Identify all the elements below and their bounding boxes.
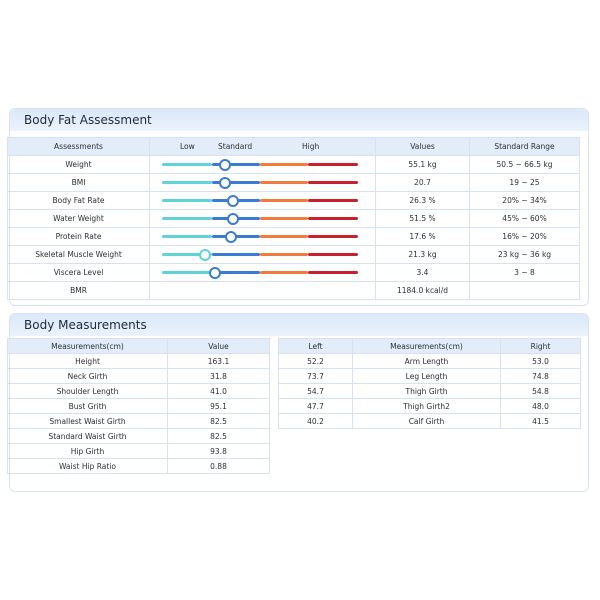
assessment-range	[470, 282, 580, 300]
assessment-range: 23 kg ~ 36 kg	[470, 246, 580, 264]
assessment-scale	[150, 210, 376, 228]
measurement-name: Waist Hip Ratio	[8, 459, 168, 474]
measurement-value: 93.8	[168, 444, 270, 459]
low-segment	[162, 271, 212, 274]
left-header: Left	[279, 339, 353, 354]
high-segment	[260, 181, 308, 184]
right-value: 41.5	[501, 414, 581, 429]
measurement-value: 95.1	[168, 399, 270, 414]
assessment-row	[8, 264, 580, 282]
assessment-range: 50.5 ~ 66.5 kg	[470, 156, 580, 174]
level-indicator	[219, 177, 231, 189]
measurement-row	[8, 429, 270, 444]
left-value: 73.7	[279, 369, 353, 384]
very-high-segment	[308, 235, 358, 238]
measurement-value: 0.88	[168, 459, 270, 474]
assessment-row	[8, 174, 580, 192]
assessment-name: Protein Rate	[8, 228, 150, 246]
high-label: High	[302, 142, 320, 151]
level-bar	[150, 156, 375, 173]
level-bar	[150, 264, 375, 281]
measurements-value-header: Value	[168, 339, 270, 354]
right-value: 53.0	[501, 354, 581, 369]
assessment-value: 51.5 %	[376, 210, 470, 228]
assessment-row	[8, 192, 580, 210]
assessment-name: Body Fat Rate	[8, 192, 150, 210]
level-indicator	[225, 231, 237, 243]
assessment-row	[8, 246, 580, 264]
very-high-segment	[308, 271, 358, 274]
left-value: 52.2	[279, 354, 353, 369]
measurement-value: 82.5	[168, 414, 270, 429]
measurement-value: 82.5	[168, 429, 270, 444]
measurement-value: 163.1	[168, 354, 270, 369]
left-value: 40.2	[279, 414, 353, 429]
measurement-row	[8, 414, 270, 429]
body-measurements-title: Body Measurements	[10, 314, 588, 336]
high-segment	[260, 199, 308, 202]
assessment-name: Viscera Level	[8, 264, 150, 282]
measurements-name-header: Measurements(cm)	[8, 339, 168, 354]
measurement-name: Bust Grith	[8, 399, 168, 414]
assessment-name: Skeletal Muscle Weight	[8, 246, 150, 264]
level-bar	[150, 246, 375, 263]
left-value: 54.7	[279, 384, 353, 399]
standard-segment	[212, 253, 260, 256]
body-fat-title: Body Fat Assessment	[10, 109, 588, 131]
assessment-row	[8, 210, 580, 228]
assessments-header: Assessments	[8, 138, 150, 156]
assessment-scale	[150, 264, 376, 282]
very-high-segment	[308, 163, 358, 166]
assessment-value: 1184.0 kcal/d	[376, 282, 470, 300]
assessment-value: 3.4	[376, 264, 470, 282]
assessment-range: 3 ~ 8	[470, 264, 580, 282]
limb-measurement-row	[279, 384, 581, 399]
low-segment	[162, 163, 212, 166]
assessment-value: 26.3 %	[376, 192, 470, 210]
values-header: Values	[376, 138, 470, 156]
measurement-name: Neck Girth	[8, 369, 168, 384]
measurements-right-header-row	[279, 339, 581, 354]
limb-measurements-header: Measurements(cm)	[353, 339, 501, 354]
measurement-row	[8, 369, 270, 384]
measurements-left-header-row	[8, 339, 270, 354]
assessment-name: Water Weight	[8, 210, 150, 228]
very-high-segment	[308, 217, 358, 220]
low-segment	[162, 235, 212, 238]
very-high-segment	[308, 199, 358, 202]
assessment-value: 55.1 kg	[376, 156, 470, 174]
measurement-name: Height	[8, 354, 168, 369]
assessment-name: Weight	[8, 156, 150, 174]
level-indicator	[219, 159, 231, 171]
measurement-row	[8, 399, 270, 414]
measurement-row	[8, 354, 270, 369]
standard-label: Standard	[218, 142, 253, 151]
high-segment	[260, 253, 308, 256]
level-indicator	[199, 249, 211, 261]
measurements-right-table	[278, 338, 581, 429]
level-indicator	[209, 267, 221, 279]
scale-header	[150, 138, 376, 156]
right-header: Right	[501, 339, 581, 354]
assessment-name: BMR	[8, 282, 150, 300]
body-fat-table	[7, 137, 580, 300]
measurement-name: Hip Girth	[8, 444, 168, 459]
measurement-name: Standard Waist Girth	[8, 429, 168, 444]
measurement-row	[8, 384, 270, 399]
high-segment	[260, 235, 308, 238]
assessment-scale	[150, 228, 376, 246]
assessment-value: 17.6 %	[376, 228, 470, 246]
limb-measurement-name: Thigh Girth	[353, 384, 501, 399]
assessment-scale	[150, 192, 376, 210]
assessment-range: 19 ~ 25	[470, 174, 580, 192]
level-bar	[150, 210, 375, 227]
limb-measurement-row	[279, 354, 581, 369]
level-bar	[150, 174, 375, 191]
right-value: 74.8	[501, 369, 581, 384]
left-value: 47.7	[279, 399, 353, 414]
level-indicator	[227, 213, 239, 225]
low-segment	[162, 181, 212, 184]
low-label: Low	[180, 142, 195, 151]
assessment-scale	[150, 156, 376, 174]
assessment-scale	[150, 246, 376, 264]
high-segment	[260, 271, 308, 274]
assessment-row	[8, 228, 580, 246]
assessment-scale	[150, 174, 376, 192]
range-header: Standard Range	[470, 138, 580, 156]
measurement-row	[8, 459, 270, 474]
limb-measurement-name: Arm Length	[353, 354, 501, 369]
assessment-range: 20% ~ 34%	[470, 192, 580, 210]
level-bar	[150, 192, 375, 209]
assessment-range: 16% ~ 20%	[470, 228, 580, 246]
limb-measurement-name: Calf Girth	[353, 414, 501, 429]
measurement-name: Shoulder Length	[8, 384, 168, 399]
measurements-left-table	[7, 338, 270, 474]
assessment-scale	[150, 282, 376, 300]
measurement-value: 31.8	[168, 369, 270, 384]
assessment-name: BMI	[8, 174, 150, 192]
low-segment	[162, 199, 212, 202]
limb-measurement-row	[279, 414, 581, 429]
body-fat-header-row	[8, 138, 580, 156]
low-segment	[162, 217, 212, 220]
assessment-value: 21.3 kg	[376, 246, 470, 264]
right-value: 54.8	[501, 384, 581, 399]
limb-measurement-name: Thigh Girth2	[353, 399, 501, 414]
right-value: 48.0	[501, 399, 581, 414]
very-high-segment	[308, 253, 358, 256]
limb-measurement-row	[279, 369, 581, 384]
assessment-row	[8, 282, 580, 300]
level-indicator	[227, 195, 239, 207]
assessment-row	[8, 156, 580, 174]
high-segment	[260, 163, 308, 166]
high-segment	[260, 217, 308, 220]
assessment-value: 20.7	[376, 174, 470, 192]
measurement-row	[8, 444, 270, 459]
assessment-range: 45% ~ 60%	[470, 210, 580, 228]
limb-measurement-name: Leg Length	[353, 369, 501, 384]
limb-measurement-row	[279, 399, 581, 414]
measurement-name: Smallest Waist Girth	[8, 414, 168, 429]
measurement-value: 41.0	[168, 384, 270, 399]
level-bar	[150, 228, 375, 245]
very-high-segment	[308, 181, 358, 184]
